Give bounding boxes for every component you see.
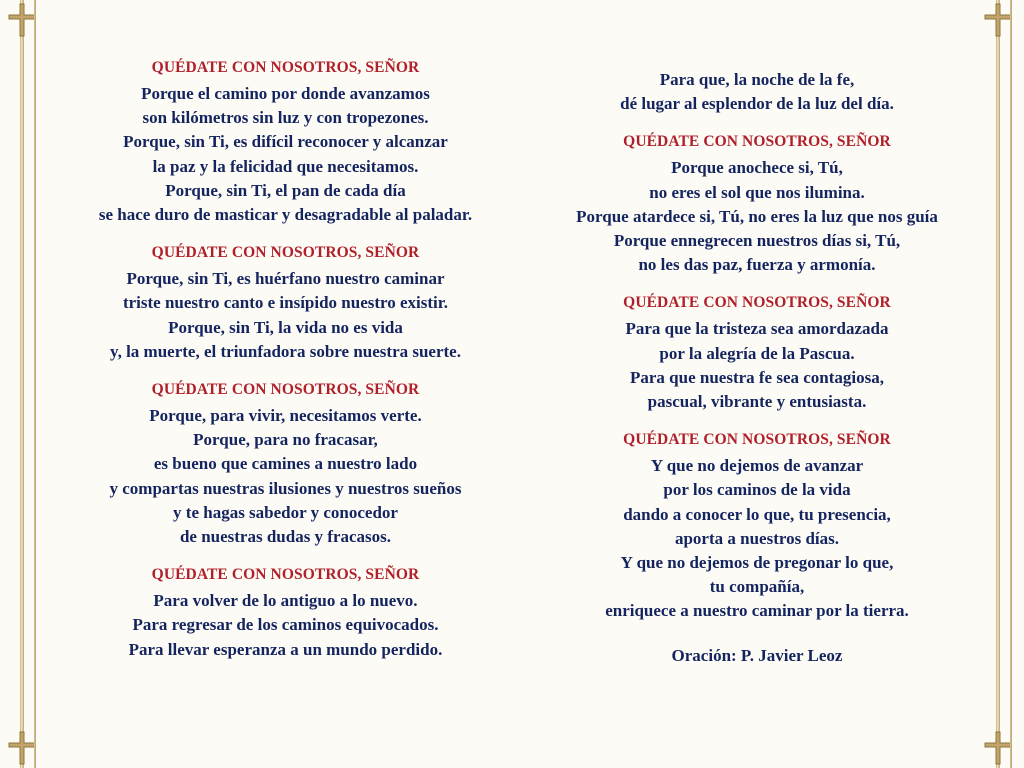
verse-line: triste nuestro canto e insípido nuestro existir. — [122, 293, 449, 313]
verse-line: Porque, sin Ti, el pan de cada día — [165, 180, 406, 200]
verse-line: la paz y la felicidad que necesitamos. — [152, 156, 419, 176]
stanza-heading: QUÉDATE CON NOSOTROS, SEÑOR — [623, 133, 891, 151]
prayer-credit: Oración: P. Javier Leoz — [671, 645, 843, 665]
verse-line: y, la muerte, el triunfadora sobre nuestra suerte. — [110, 341, 461, 361]
verse-line: Porque ennegrecen nuestros días si, Tú, — [613, 231, 901, 251]
stanza — [48, 565, 523, 662]
prayer-page — [48, 0, 976, 768]
verse-line: Porque, sin Ti, es huérfano nuestro caminar — [126, 269, 445, 289]
left-column — [48, 58, 523, 662]
verse-line: Porque, para vivir, necesitamos verte. — [149, 406, 422, 426]
verse-line: no eres el sol que nos ilumina. — [649, 182, 865, 202]
right-column — [538, 68, 976, 668]
verse-line: de nuestras dudas y fracasos. — [179, 527, 392, 547]
verse-line: Para llevar esperanza a un mundo perdido. — [128, 639, 443, 659]
cross-icon — [5, 2, 39, 38]
verse-line: Para que nuestra fe sea contagiosa, — [629, 367, 885, 387]
verse-line: Para que la tristeza sea amordazada — [625, 319, 889, 339]
verse-line: tu compañía, — [709, 577, 805, 597]
verse-line: Porque, sin Ti, la vida no es vida — [168, 317, 403, 337]
verse-line: son kilómetros sin luz y con tropezones. — [142, 108, 429, 128]
verse-line: dando a conocer lo que, tu presencia, — [623, 504, 891, 524]
verse-line: y te hagas sabedor y conocedor — [173, 502, 398, 522]
verse-line: se hace duro de masticar y desagradable al paladar. — [98, 205, 473, 225]
verse-line: Para que, la noche de la fe, — [659, 70, 855, 89]
verse-line: aporta a nuestros días. — [674, 528, 840, 548]
verse-line: Para volver de lo antiguo a lo nuevo. — [153, 591, 418, 611]
stanza — [48, 243, 523, 364]
stanza — [48, 58, 523, 227]
stanza — [48, 380, 523, 549]
verse-line: es bueno que camines a nuestro lado — [153, 454, 418, 474]
verse-line: Y que no dejemos de avanzar — [650, 456, 864, 476]
stanza-heading: QUÉDATE CON NOSOTROS, SEÑOR — [623, 294, 891, 312]
verse-line: Y que no dejemos de pregonar lo que, — [620, 553, 894, 573]
cross-icon — [981, 2, 1015, 38]
verse-line: Porque, sin Ti, es difícil reconocer y alcanzar — [123, 132, 448, 152]
intro-stanza — [538, 68, 976, 116]
verse-line: Porque el camino por donde avanzamos — [141, 84, 430, 103]
verse-line: enriquece a nuestro caminar por la tierra. — [605, 601, 909, 621]
verse-line: no les das paz, fuerza y armonía. — [638, 255, 876, 275]
stanza-heading: QUÉDATE CON NOSOTROS, SEÑOR — [623, 431, 891, 449]
stanza — [538, 430, 976, 623]
left-border — [0, 0, 48, 768]
verse-line: dé lugar al esplendor de la luz del día. — [620, 94, 894, 114]
right-border — [976, 0, 1024, 768]
verse-line: Porque atardece si, Tú, no eres la luz que nos guía — [576, 206, 938, 226]
verse-line: pascual, vibrante y entusiasta. — [647, 392, 867, 412]
verse-line: por la alegría de la Pascua. — [659, 343, 855, 363]
cross-icon — [981, 730, 1015, 766]
stanza-heading: QUÉDATE CON NOSOTROS, SEÑOR — [151, 566, 420, 584]
verse-line: y compartas nuestras ilusiones y nuestros sueños — [109, 478, 462, 498]
verse-line: Porque, para no fracasar, — [193, 430, 378, 450]
stanza-heading: QUÉDATE CON NOSOTROS, SEÑOR — [151, 381, 420, 399]
stanza — [538, 132, 976, 277]
verse-line: Porque anochece si, Tú, — [671, 158, 843, 178]
stanza-heading: QUÉDATE CON NOSOTROS, SEÑOR — [151, 244, 420, 262]
stanza-heading: QUÉDATE CON NOSOTROS, SEÑOR — [151, 59, 420, 76]
cross-icon — [5, 730, 39, 766]
verse-line: por los caminos de la vida — [663, 480, 851, 500]
stanza — [538, 293, 976, 414]
verse-line: Para regresar de los caminos equivocados. — [132, 615, 439, 635]
